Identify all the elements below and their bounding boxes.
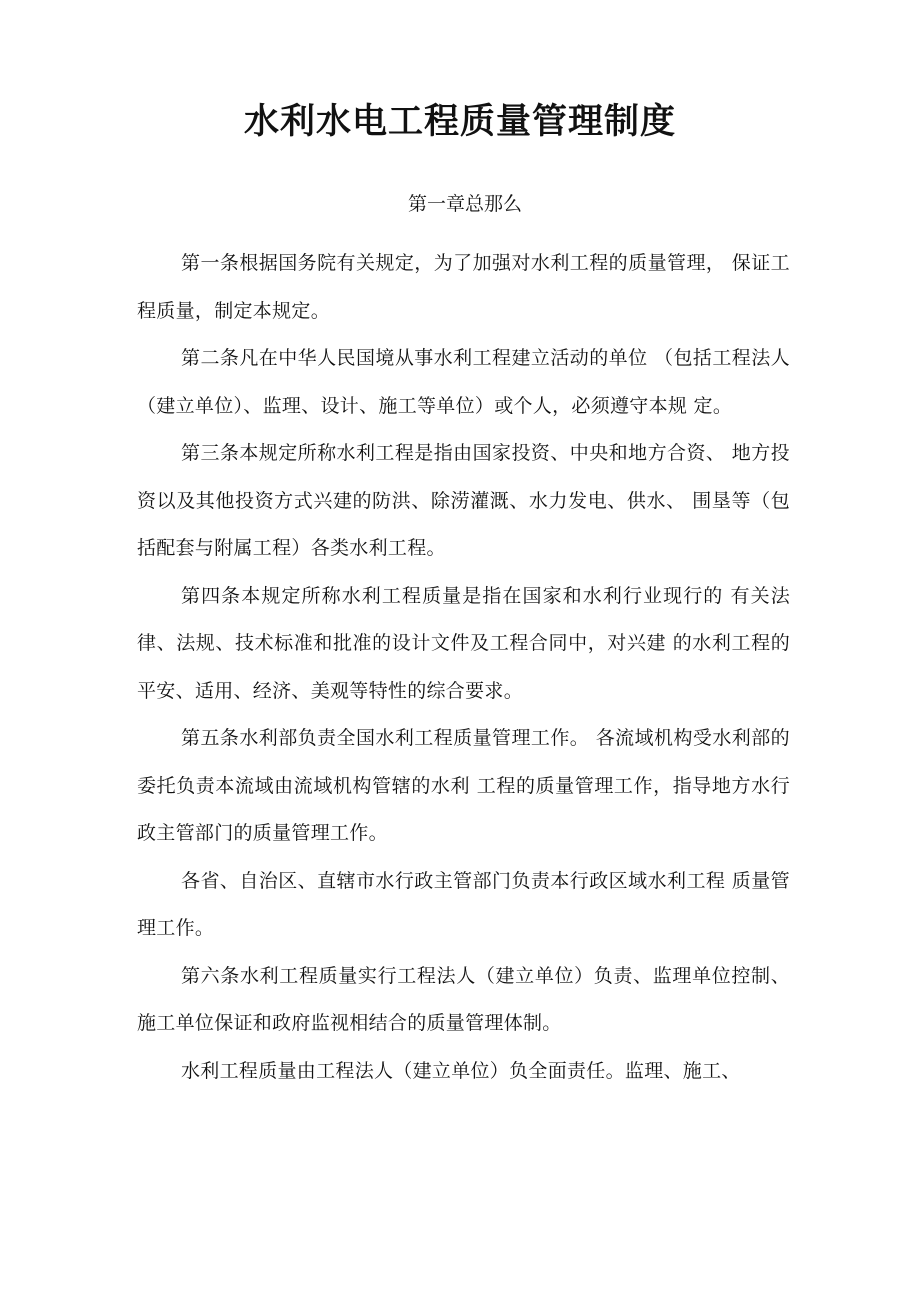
- article-2-paragraph: 第二条凡在中华人民国境从事水利工程建立活动的单位 （包括工程法人（建立单位）、监理、设计、施工等单位）或个人，必须遵守本规 定。: [137, 347, 790, 417]
- document-body: [137, 240, 790, 1095]
- article-3-paragraph: 第三条本规定所称水利工程是指由国家投资、中央和地方合资、 地方投资以及其他投资方式兴建的防洪、除涝灌溉、水力发电、供水、 围垦等（包括配套与附属工程）各类水利工程。: [137, 442, 790, 559]
- document-title: 水利水电工程质量管理制度: [243, 102, 676, 142]
- chapter-heading: 第一章总那么: [407, 193, 522, 215]
- article-6-paragraph: 第六条水利工程质量实行工程法人（建立单位）负责、监理单位控制、施工单位保证和政府监视相结合的质量管理体制。: [137, 964, 790, 1034]
- article-5-provincial-paragraph: 各省、自治区、直辖市水行政主管部门负责本行政区域水利工程 质量管理工作。: [137, 869, 790, 939]
- article-5-paragraph: 第五条水利部负责全国水利工程质量管理工作。 各流域机构受水利部的委托负责本流域由流域机构管辖的水利 工程的质量管理工作，指导地方水行政主管部门的质量管理工作。: [137, 727, 790, 844]
- article-4-paragraph: 第四条本规定所称水利工程质量是指在国家和水利行业现行的 有关法律、法规、技术标准和批准的设计文件及工程合同中，对兴建 的水利工程的平安、适用、经济、美观等特性的综合要求。: [137, 584, 790, 702]
- article-1-paragraph: 第一条根据国务院有关规定，为了加强对水利工程的质量管理， 保证工程质量，制定本规定。: [137, 252, 790, 322]
- article-6-responsibility-paragraph: 水利工程质量由工程法人（建立单位）负全面责任。监理、施工、: [181, 1059, 741, 1082]
